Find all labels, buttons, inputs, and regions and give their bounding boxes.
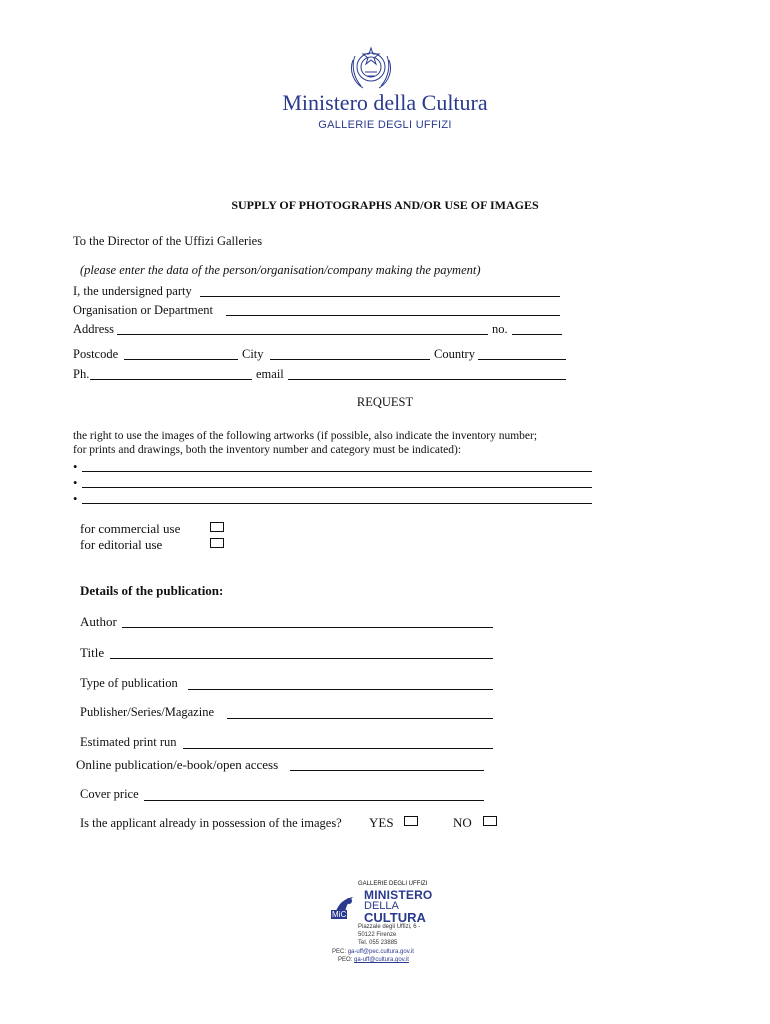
logo-line1: MINISTERO bbox=[364, 888, 433, 902]
print-run-label: Estimated print run bbox=[80, 735, 177, 749]
city-label: City bbox=[242, 347, 264, 361]
yes-checkbox[interactable] bbox=[404, 816, 418, 826]
editorial-use-label: for editorial use bbox=[80, 537, 163, 552]
possession-label: Is the applicant already in possession of the images? bbox=[80, 816, 342, 830]
publication-heading: Details of the publication: bbox=[80, 583, 224, 598]
request-text-line1: the right to use the images of the following artworks (if possible, also indicate the inventory number; bbox=[73, 430, 538, 442]
artwork-field-3[interactable] bbox=[82, 503, 592, 504]
footer-label: GALLERIE DEGLI UFFIZI bbox=[358, 881, 428, 887]
pec-link[interactable]: ga-uff@pec.cultura.gov.it bbox=[347, 949, 414, 955]
online-label: Online publication/e-book/open access bbox=[76, 757, 279, 772]
logo-line3: CULTURA bbox=[364, 910, 426, 925]
logo-line2: DELLA bbox=[364, 900, 399, 912]
address-field[interactable] bbox=[117, 334, 488, 335]
footer-address2: 50122 Firenze bbox=[358, 932, 397, 938]
no-checkbox[interactable] bbox=[483, 816, 497, 826]
city-field[interactable] bbox=[270, 359, 430, 360]
title-label: Title bbox=[80, 645, 105, 660]
party-field[interactable] bbox=[200, 296, 560, 297]
address-no-field[interactable] bbox=[512, 334, 562, 335]
footer-pec bbox=[332, 949, 414, 955]
peo-label: PEO: bbox=[338, 957, 353, 963]
artwork-field-1[interactable] bbox=[82, 471, 592, 472]
cover-price-field[interactable] bbox=[144, 800, 484, 801]
editorial-use-checkbox[interactable] bbox=[210, 538, 224, 548]
commercial-use-label: for commercial use bbox=[80, 521, 181, 536]
commercial-use-checkbox[interactable] bbox=[210, 522, 224, 532]
ministry-title: Ministero della Cultura bbox=[282, 90, 488, 115]
instruction-text: (please enter the data of the person/organisation/company making the payment) bbox=[80, 263, 481, 277]
yes-label: YES bbox=[369, 815, 394, 830]
author-field[interactable] bbox=[122, 627, 493, 628]
party-label: I, the undersigned party bbox=[73, 284, 192, 298]
type-label: Type of publication bbox=[80, 676, 178, 690]
email-label: email bbox=[256, 367, 284, 381]
italian-republic-emblem-icon bbox=[345, 42, 397, 92]
country-label: Country bbox=[434, 347, 475, 361]
no-label: NO bbox=[453, 815, 472, 830]
organisation-field[interactable] bbox=[226, 315, 560, 316]
author-label: Author bbox=[80, 614, 117, 629]
bullet: • bbox=[73, 492, 78, 506]
artwork-field-2[interactable] bbox=[82, 487, 592, 488]
phone-field[interactable] bbox=[90, 379, 252, 380]
title-field[interactable] bbox=[110, 658, 493, 659]
country-field[interactable] bbox=[478, 359, 566, 360]
email-field[interactable] bbox=[288, 379, 566, 380]
request-text-line2: for prints and drawings, both the inventory number and category must be indicated): bbox=[73, 444, 462, 456]
request-heading: REQUEST bbox=[356, 395, 414, 409]
pec-label: PEC: bbox=[332, 949, 347, 955]
address-label: Address bbox=[73, 322, 114, 336]
bullet: • bbox=[73, 460, 78, 474]
addressee: To the Director of the Uffizi Galleries bbox=[73, 234, 263, 248]
footer-peo bbox=[338, 957, 409, 963]
cover-price-label: Cover price bbox=[80, 787, 139, 801]
organisation-label: Organisation or Department bbox=[73, 303, 214, 317]
footer-tel: Tel. 055 23885 bbox=[358, 940, 398, 946]
address-no-label: no. bbox=[492, 322, 508, 336]
ministry-subtitle: GALLERIE DEGLI UFFIZI bbox=[318, 119, 452, 131]
document-title: SUPPLY OF PHOTOGRAPHS AND/OR USE OF IMAGES bbox=[231, 198, 539, 212]
peo-link[interactable]: ga-uff@cultura.gov.it bbox=[354, 957, 409, 963]
publisher-field[interactable] bbox=[227, 718, 493, 719]
bullet: • bbox=[73, 476, 78, 490]
postcode-field[interactable] bbox=[124, 359, 238, 360]
footer-address1: Piazzale degli Uffizi, 6 - bbox=[358, 924, 421, 930]
phone-label: Ph. bbox=[73, 367, 90, 381]
type-field[interactable] bbox=[188, 689, 493, 690]
publisher-label: Publisher/Series/Magazine bbox=[80, 705, 214, 719]
postcode-label: Postcode bbox=[73, 347, 119, 361]
online-field[interactable] bbox=[290, 770, 484, 771]
mic-label: MiC bbox=[332, 910, 347, 919]
print-run-field[interactable] bbox=[183, 748, 493, 749]
